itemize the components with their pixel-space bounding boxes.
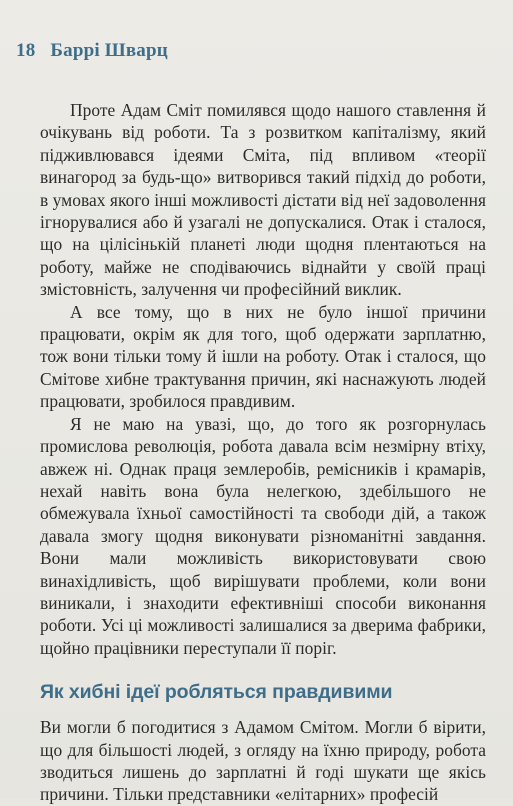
running-head <box>16 40 168 62</box>
running-head-author: Баррі Шварц <box>50 40 168 61</box>
body-paragraph-3: Я не маю на увазі, що, до того як розгорнулась промислова революція, робота давала всім незмірну втіху, авжеж ні. Однак праця землеробів, ремісників і крамарів, нехай навіть вона була нелегкою, здебільшого не обмежувала їхньої самостійності та свободи дій, а також давала змогу щодня виконувати різноманітні завдання. Вони мали можливість використовувати свою винахідливість, щоб вирішувати проблеми, коли вони виникали, і знаходити ефективніші способи виконання роботи. Усі ці можливості залишалися за дверима фабрики, щойно працівники переступали її поріг. <box>40 413 486 658</box>
body-paragraph-1: Проте Адам Сміт помилявся щодо нашого ставлення й очікувань від роботи. Та з розвитком капіталізму, який підживлювався ідеями Сміта, під впливом «теорії винагород за будь-що» витворився такий підхід до роботи, в умовах якого інші можливості дістати від неї задоволення ігнорувалися або й узагалі не допускалися. Отак і сталося, що на цілісінькій планеті люди щодня плентаються на роботу, майже не сподіваючись віднайти у своїй праці змістовність, залучення чи професійний виклик. <box>40 100 486 300</box>
body-paragraph-2: А все тому, що в них не було іншої причини працювати, окрім як для того, щоб одержати зарплатню, тож вони тільки тому й ішли на роботу. Отак і сталося, що Смітове хибне трактування причин, які наснажують людей працювати, зробилося правдивим. <box>40 301 486 412</box>
page-content <box>40 99 486 806</box>
page-number: 18 <box>16 40 36 61</box>
section-heading: Як хибні ідеї робляться правдивими <box>40 681 393 704</box>
section-paragraph-1: Ви могли б погодитися з Адамом Смітом. Могли б вірити, що для більшості людей, з огляду на їхню природу, робота зводиться лишень до зарплатні й годі шукати ще якісь причини. Тільки представники «елітарних» професій <box>40 717 486 805</box>
